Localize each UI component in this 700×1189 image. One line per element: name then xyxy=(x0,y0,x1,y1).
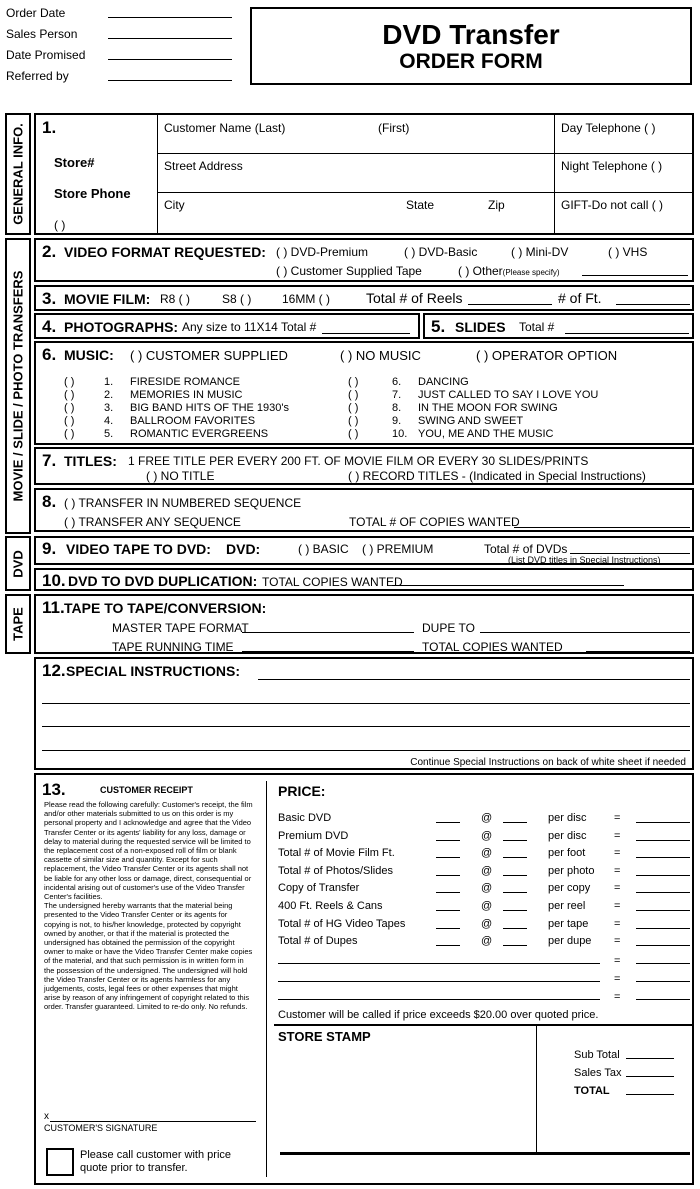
subtotal-label: Sub Total xyxy=(574,1049,620,1061)
store-stamp-label: STORE STAMP xyxy=(278,1029,371,1044)
music-checkbox[interactable]: ( ) xyxy=(348,389,359,401)
equals: = xyxy=(614,955,621,967)
music-number: 10. xyxy=(392,428,408,440)
referred-by-field[interactable] xyxy=(108,80,232,81)
num-ft-field[interactable] xyxy=(616,304,690,305)
quantity-field[interactable] xyxy=(436,910,460,911)
option-dvd-premium[interactable]: ( ) DVD-Premium xyxy=(276,245,368,259)
price-label: Total # of Dupes xyxy=(278,935,358,948)
section-special-instructions xyxy=(34,657,694,770)
section-general xyxy=(34,113,694,235)
section-number: 9. xyxy=(42,539,57,558)
section-number: 13. xyxy=(42,780,66,799)
sales-person-field[interactable] xyxy=(108,38,232,39)
music-title: DANCING xyxy=(418,376,469,388)
call-customer-checkbox[interactable] xyxy=(46,1148,74,1176)
other-specify-field[interactable] xyxy=(582,275,688,276)
section-sequence xyxy=(34,488,694,532)
extra-line[interactable] xyxy=(278,999,600,1000)
option-vhs[interactable]: ( ) VHS xyxy=(608,245,648,259)
equals: = xyxy=(614,829,621,842)
amount-field[interactable] xyxy=(636,963,690,964)
at-sign: @ xyxy=(481,900,493,912)
dvd-duplication-title: DVD TO DVD DUPLICATION: xyxy=(68,573,258,589)
music-number: 7. xyxy=(392,389,402,401)
music-title: BALLROOM FAVORITES xyxy=(130,415,256,427)
amount-field[interactable] xyxy=(636,928,690,929)
music-title: ROMANTIC EVERGREENS xyxy=(130,428,269,440)
equals: = xyxy=(614,900,621,912)
side-tape: TAPE xyxy=(5,594,31,654)
section-number: 3. xyxy=(42,289,57,308)
unit-price-field[interactable] xyxy=(503,822,527,823)
amount-field[interactable] xyxy=(636,840,690,841)
total-copies-field[interactable] xyxy=(586,651,690,652)
equals: = xyxy=(614,812,621,824)
total-reels-field[interactable] xyxy=(468,304,552,305)
music-title: MEMORIES IN MUSIC xyxy=(130,389,243,401)
section-number: 10. xyxy=(42,571,66,590)
dvd-label: DVD: xyxy=(226,541,261,557)
total-dvds-field[interactable] xyxy=(570,553,690,554)
option-premium[interactable]: ( ) PREMIUM xyxy=(362,542,434,556)
per-unit-label: per dupe xyxy=(548,935,592,948)
music-checkbox[interactable]: ( ) xyxy=(64,402,75,414)
total-copies-field[interactable] xyxy=(514,527,690,528)
photographs-total-label: Any size to 11X14 Total # xyxy=(182,320,317,334)
photographs-title: PHOTOGRAPHS: xyxy=(64,319,179,335)
unit-price-field[interactable] xyxy=(503,945,527,946)
section-video-format xyxy=(34,238,694,282)
running-time-field[interactable] xyxy=(242,651,414,652)
at-sign: @ xyxy=(481,935,493,948)
order-date-field[interactable] xyxy=(108,17,232,18)
unit-price-field[interactable] xyxy=(503,892,527,893)
option-r8[interactable]: R8 ( ) xyxy=(160,292,190,306)
amount-field[interactable] xyxy=(636,892,690,893)
per-unit-label: per reel xyxy=(548,900,586,912)
amount-field[interactable] xyxy=(636,999,690,1000)
price-note: Customer will be called if price exceeds $20.00 over quoted price. xyxy=(278,1009,599,1021)
price-label: Total # of HG Video Tapes xyxy=(278,917,406,930)
date-promised-field[interactable] xyxy=(108,59,232,60)
store-number-label: Store# xyxy=(54,155,95,170)
receipt-title: CUSTOMER RECEIPT xyxy=(100,785,193,795)
movie-film-title: MOVIE FILM: xyxy=(64,291,151,307)
customer-name-label: Customer Name (Last) xyxy=(164,121,286,135)
quantity-field[interactable] xyxy=(436,857,460,858)
music-checkbox[interactable]: ( ) xyxy=(64,376,75,388)
amount-field[interactable] xyxy=(636,875,690,876)
option-s8[interactable]: S8 ( ) xyxy=(222,292,252,306)
equals: = xyxy=(614,935,621,948)
quantity-field[interactable] xyxy=(436,875,460,876)
equals: = xyxy=(614,847,621,860)
slides-title: SLIDES xyxy=(455,319,506,335)
price-label: Total # of Movie Film Ft. xyxy=(278,847,395,860)
amount-field[interactable] xyxy=(636,910,690,911)
titles-free-note: 1 FREE TITLE PER EVERY 200 FT. OF MOVIE FILM OR EVERY 30 SLIDES/PRINTS xyxy=(128,454,589,468)
music-number: 1. xyxy=(104,376,114,388)
instruction-line[interactable] xyxy=(258,679,690,680)
side-general: GENERAL INFO. xyxy=(5,113,31,235)
at-sign: @ xyxy=(481,864,493,877)
total-copies-field[interactable] xyxy=(392,585,624,586)
section-tape-conversion xyxy=(34,594,694,654)
amount-field[interactable] xyxy=(636,857,690,858)
quantity-field[interactable] xyxy=(436,945,460,946)
equals: = xyxy=(614,882,621,895)
music-checkbox[interactable]: ( ) xyxy=(348,376,359,388)
sales-person-label: Sales Person xyxy=(6,27,78,41)
music-title: IN THE MOON FOR SWING xyxy=(418,402,558,414)
price-title: PRICE: xyxy=(278,783,326,799)
special-instructions-title: SPECIAL INSTRUCTIONS: xyxy=(66,663,240,679)
music-title: BIG BAND HITS OF THE 1930's xyxy=(130,402,289,414)
music-checkbox[interactable]: ( ) xyxy=(64,428,75,440)
store-phone-area[interactable]: ( ) xyxy=(54,218,66,232)
per-unit-label: per photo xyxy=(548,864,595,877)
equals: = xyxy=(614,864,621,877)
total-copies-label: TOTAL COPIES WANTED xyxy=(262,575,403,589)
option-basic[interactable]: ( ) BASIC xyxy=(298,542,349,556)
total-copies-label: TOTAL COPIES WANTED xyxy=(422,640,563,654)
section-number: 12. xyxy=(42,661,66,680)
price-label: Basic DVD xyxy=(278,812,332,824)
at-sign: @ xyxy=(481,882,493,895)
option-dvd-basic[interactable]: ( ) DVD-Basic xyxy=(404,245,478,259)
dvd-titles-note: (List DVD titles in Special Instructions) xyxy=(508,555,661,565)
extra-line[interactable] xyxy=(278,981,600,982)
title-sub: ORDER FORM xyxy=(399,50,543,73)
price-label: Copy of Transfer xyxy=(278,882,360,895)
instruction-line[interactable] xyxy=(42,703,690,704)
option-numbered-sequence[interactable]: ( ) TRANSFER IN NUMBERED SEQUENCE xyxy=(64,496,302,510)
quantity-field[interactable] xyxy=(436,840,460,841)
zip-label: Zip xyxy=(488,198,505,212)
quantity-field[interactable] xyxy=(436,928,460,929)
option-no-music[interactable]: ( ) NO MUSIC xyxy=(340,348,421,363)
section-movie-film xyxy=(34,285,694,311)
day-telephone-label: Day Telephone ( ) xyxy=(561,121,656,135)
section-number: 4. xyxy=(42,317,57,336)
sales-tax-field[interactable] xyxy=(626,1076,674,1077)
price-label: Total # of Photos/Slides xyxy=(278,864,393,877)
master-tape-label: MASTER TAPE FORMAT xyxy=(112,621,249,635)
section-number: 11. xyxy=(42,598,65,617)
state-label: State xyxy=(406,198,435,212)
at-sign: @ xyxy=(481,829,493,842)
legal-text: Please read the following carefully: Customer's receipt, the film and/or other materials submitted to us on this order is my personal property and I acknowledge and agree that the Video Transfer Center or its agents' liability for any loss, damage or delay to material during the requested service will be limited to the replacement cost of a non-exposed roll of film or blank cassette of similar size and quantity. Except for such replacement, the Video Transfer Center or its agents shall not be liable for any other loss or damage, direct, consequential or incidental arising out of customer's use of the Video Transfer Center's facilities. The undersigned hereby warrants that the material being presented to the Video Transfer Center or its agents for copying is not, to his/her knowledge, protected by copyright owned by another, or that if the material is protected the undersigned has obtained the permission of the copyright owner to make or have the Video Transfer Center make copies of the material, and that such permission is in written form in the possession of the undersigned. The undersigned will hold the Video Transfer Center or its agents harmless for any judgements, costs, legal fees or other expenses that might arise by reason of any infringement of copyright related to this order. Transfer guaranteed. Limited to re-do only. No refunds. xyxy=(44,800,253,1012)
total-reels-label: Total # of Reels xyxy=(366,290,463,306)
quantity-field[interactable] xyxy=(436,892,460,893)
video-format-title: VIDEO FORMAT REQUESTED: xyxy=(64,244,266,260)
quantity-field[interactable] xyxy=(436,822,460,823)
section-titles xyxy=(34,447,694,485)
instruction-line[interactable] xyxy=(42,750,690,751)
option-other[interactable]: ( ) Other(Please specify) xyxy=(458,264,560,278)
slides-total-field[interactable] xyxy=(565,333,689,334)
titles-title: TITLES: xyxy=(64,453,117,469)
store-phone-label: Store Phone xyxy=(54,186,131,201)
music-number: 2. xyxy=(104,389,114,401)
music-checkbox[interactable]: ( ) xyxy=(348,415,359,427)
tape-conversion-title: TAPE TO TAPE/CONVERSION: xyxy=(64,600,267,616)
section-dvd-duplication xyxy=(34,568,694,591)
equals: = xyxy=(614,991,621,1003)
section-number: 6. xyxy=(42,345,57,364)
total-dvds-label: Total # of DVDs xyxy=(484,542,568,556)
unit-price-field[interactable] xyxy=(503,857,527,858)
section-tape-to-dvd xyxy=(34,536,694,565)
photographs-total-field[interactable] xyxy=(322,333,410,334)
per-unit-label: per tape xyxy=(548,917,589,930)
continue-note: Continue Special Instructions on back of white sheet if needed xyxy=(410,757,686,768)
section-number: 2. xyxy=(42,242,57,261)
unit-price-field[interactable] xyxy=(503,928,527,929)
option-16mm[interactable]: 16MM ( ) xyxy=(282,292,330,306)
tape-to-dvd-title: VIDEO TAPE TO DVD: xyxy=(66,541,211,557)
music-title: SWING AND SWEET xyxy=(418,415,524,427)
unit-price-field[interactable] xyxy=(503,875,527,876)
section-music xyxy=(34,341,694,445)
music-number: 3. xyxy=(104,402,114,414)
section-number: 8. xyxy=(42,492,57,511)
equals: = xyxy=(614,917,621,930)
amount-field[interactable] xyxy=(636,945,690,946)
music-number: 6. xyxy=(392,376,402,388)
music-checkbox[interactable]: ( ) xyxy=(64,389,75,401)
option-customer-tape[interactable]: ( ) Customer Supplied Tape xyxy=(276,264,422,278)
at-sign: @ xyxy=(481,847,493,860)
signature-field[interactable] xyxy=(50,1121,256,1122)
price-label: 400 Ft. Reels & Cans xyxy=(278,900,383,912)
at-sign: @ xyxy=(481,917,493,930)
referred-by-label: Referred by xyxy=(6,69,69,83)
running-time-label: TAPE RUNNING TIME xyxy=(112,640,234,654)
per-unit-label: per copy xyxy=(548,882,591,895)
music-title: JUST CALLED TO SAY I LOVE YOU xyxy=(418,389,599,401)
music-checkbox[interactable]: ( ) xyxy=(64,415,75,427)
option-customer-supplied[interactable]: ( ) CUSTOMER SUPPLIED xyxy=(130,348,288,363)
master-tape-field[interactable] xyxy=(242,632,414,633)
option-record-titles[interactable]: ( ) RECORD TITLES - (Indicated in Special Instructions) xyxy=(348,469,646,483)
unit-price-field[interactable] xyxy=(503,840,527,841)
section-photographs xyxy=(34,313,420,339)
instruction-line[interactable] xyxy=(42,726,690,727)
per-unit-label: per disc xyxy=(548,812,587,824)
music-number: 5. xyxy=(104,428,114,440)
amount-field[interactable] xyxy=(636,981,690,982)
music-number: 4. xyxy=(104,415,114,427)
side-dvd: DVD xyxy=(5,536,31,591)
section-slides xyxy=(423,313,694,339)
music-number: 9. xyxy=(392,415,402,427)
per-unit-label: per disc xyxy=(548,829,587,842)
title-main: DVD Transfer xyxy=(382,19,560,50)
total-label: TOTAL xyxy=(574,1085,610,1097)
signature-x: x xyxy=(44,1111,49,1122)
at-sign: @ xyxy=(481,812,493,824)
option-mini-dv[interactable]: ( ) Mini-DV xyxy=(511,245,569,259)
music-checkbox[interactable]: ( ) xyxy=(348,402,359,414)
city-label: City xyxy=(164,198,185,212)
music-checkbox[interactable]: ( ) xyxy=(348,428,359,440)
option-any-sequence[interactable]: ( ) TRANSFER ANY SEQUENCE xyxy=(64,515,241,529)
night-telephone-label: Night Telephone ( ) xyxy=(561,159,663,173)
music-number: 8. xyxy=(392,402,402,414)
date-promised-label: Date Promised xyxy=(6,48,86,62)
section-number: 1. xyxy=(42,118,57,137)
option-operator[interactable]: ( ) OPERATOR OPTION xyxy=(476,348,618,363)
music-title: YOU, ME AND THE MUSIC xyxy=(418,428,554,440)
music-title: MUSIC: xyxy=(64,347,114,363)
slides-total-label: Total # xyxy=(519,320,555,334)
order-date-label: Order Date xyxy=(6,6,66,20)
section-number: 5. xyxy=(431,317,446,336)
side-movie: MOVIE / SLIDE / PHOTO TRANSFERS xyxy=(5,238,31,534)
extra-line[interactable] xyxy=(278,963,600,964)
music-title: FIRESIDE ROMANCE xyxy=(130,376,241,388)
title-box xyxy=(250,7,692,85)
section-number: 7. xyxy=(42,451,57,470)
street-address-label: Street Address xyxy=(164,159,243,173)
sales-tax-label: Sales Tax xyxy=(574,1067,622,1079)
dupe-to-label: DUPE TO xyxy=(422,621,475,635)
call-customer-label: Please call customer with price quote prior to transfer. xyxy=(80,1149,232,1174)
price-label: Premium DVD xyxy=(278,829,349,842)
option-no-title[interactable]: ( ) NO TITLE xyxy=(146,469,215,483)
dupe-to-field[interactable] xyxy=(480,632,690,633)
total-field[interactable] xyxy=(626,1094,674,1095)
first-name-label: (First) xyxy=(378,121,410,135)
unit-price-field[interactable] xyxy=(503,910,527,911)
subtotal-field[interactable] xyxy=(626,1058,674,1059)
gift-do-not-call-label: GIFT-Do not call ( ) xyxy=(561,198,664,212)
total-copies-label: TOTAL # OF COPIES WANTED xyxy=(349,515,520,529)
per-unit-label: per foot xyxy=(548,847,586,860)
signature-label: CUSTOMER'S SIGNATURE xyxy=(44,1123,158,1133)
equals: = xyxy=(614,973,621,985)
num-ft-label: # of Ft. xyxy=(558,290,602,306)
amount-field[interactable] xyxy=(636,822,690,823)
